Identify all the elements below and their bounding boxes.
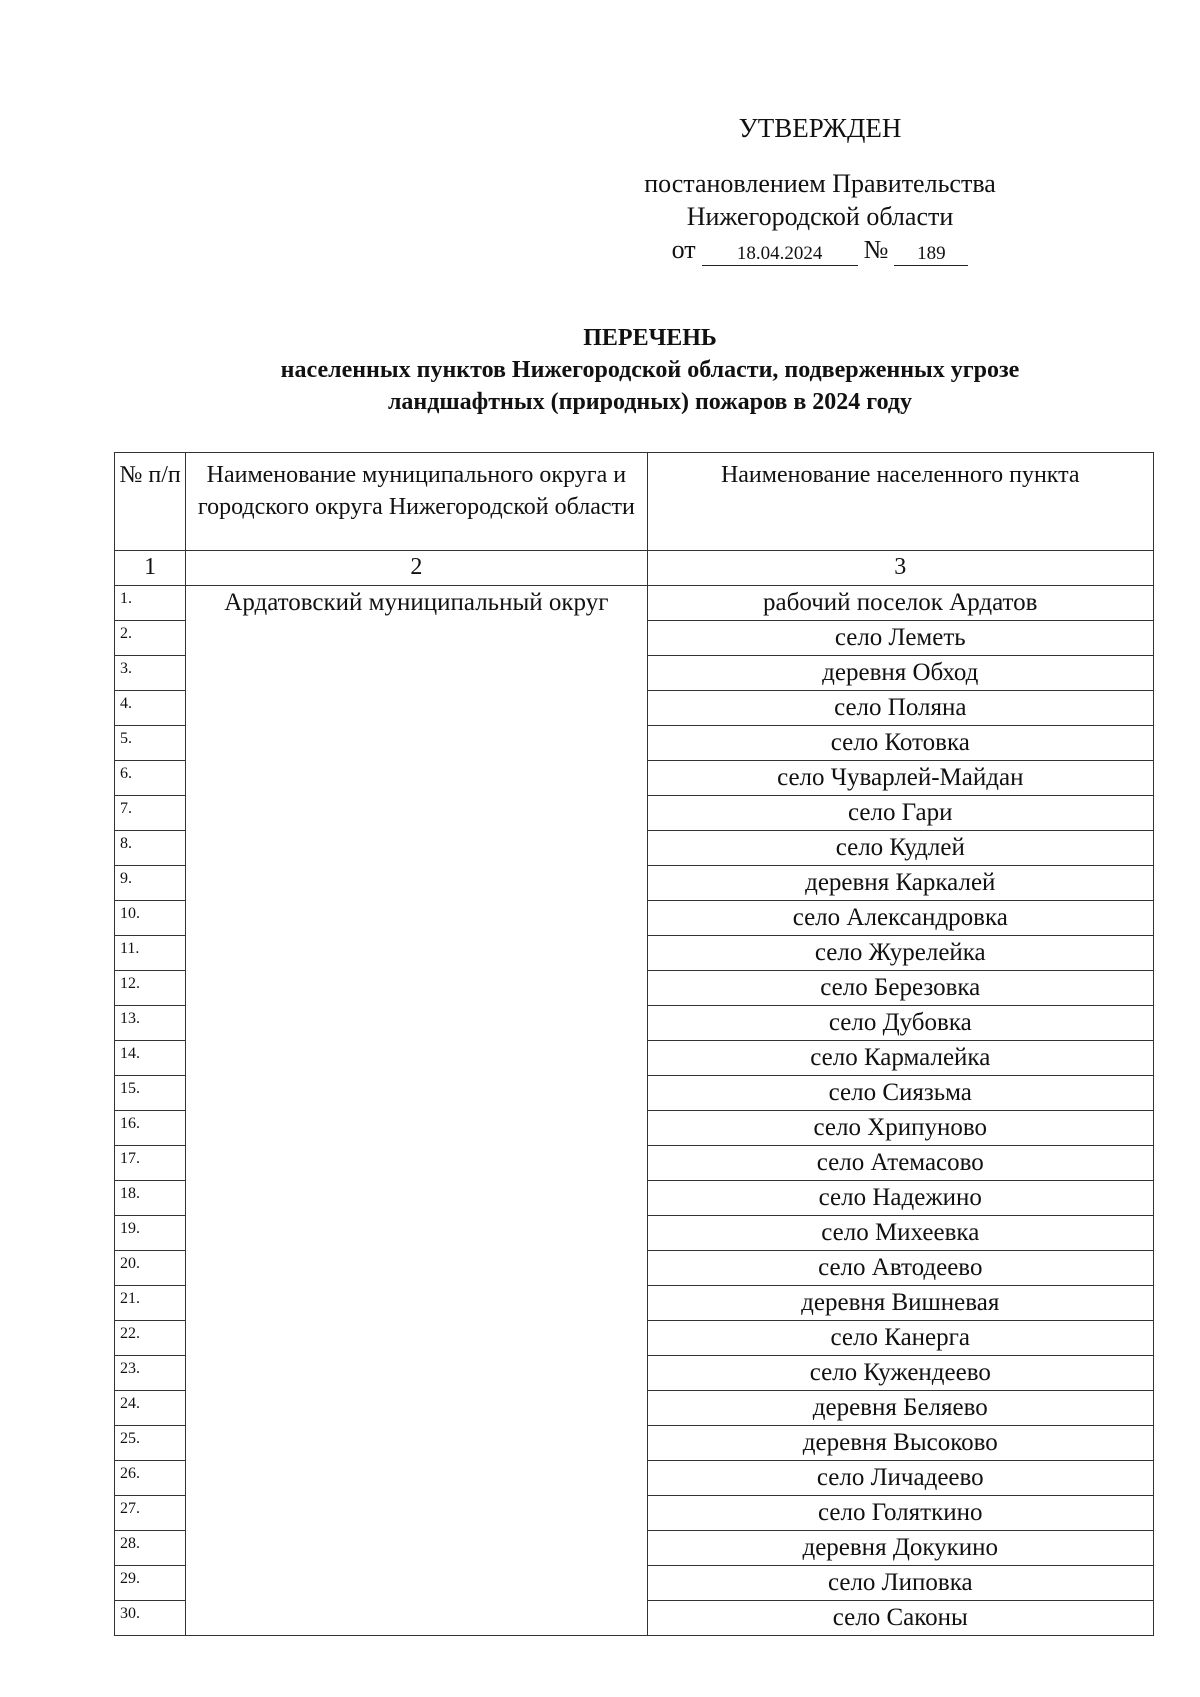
- row-number: 21.: [115, 1286, 186, 1321]
- row-number: 16.: [115, 1111, 186, 1146]
- row-number: 22.: [115, 1321, 186, 1356]
- header-district: Наименование муниципального округа и городского округа Нижегородской области: [186, 453, 647, 551]
- row-number: 7.: [115, 796, 186, 831]
- row-number: 18.: [115, 1181, 186, 1216]
- settlement-name: деревня Докукино: [647, 1531, 1153, 1566]
- column-index-2: 2: [186, 551, 647, 586]
- row-number: 10.: [115, 901, 186, 936]
- settlement-name: село Гари: [647, 796, 1153, 831]
- approval-signature-line: [600, 233, 1040, 266]
- settlement-name: деревня Высоково: [647, 1426, 1153, 1461]
- settlement-name: село Чуварлей-Майдан: [647, 761, 1153, 796]
- settlement-name: село Надежино: [647, 1181, 1153, 1216]
- number-label: №: [863, 235, 889, 264]
- row-number: 2.: [115, 621, 186, 656]
- row-number: 29.: [115, 1566, 186, 1601]
- settlement-name: деревня Каркалей: [647, 866, 1153, 901]
- row-number: 20.: [115, 1251, 186, 1286]
- settlement-name: село Канерга: [647, 1321, 1153, 1356]
- settlement-name: село Куженд​еево: [647, 1356, 1153, 1391]
- row-number: 19.: [115, 1216, 186, 1251]
- settlements-table: [114, 452, 1154, 1636]
- row-number: 26.: [115, 1461, 186, 1496]
- settlement-name: село Автодеево: [647, 1251, 1153, 1286]
- document-heading: [110, 322, 1190, 418]
- heading-title: ПЕРЕЧЕНЬ: [583, 325, 717, 351]
- row-number: 11.: [115, 936, 186, 971]
- settlement-name: деревня Беляево: [647, 1391, 1153, 1426]
- row-number: 12.: [115, 971, 186, 1006]
- settlement-name: село Саконы: [647, 1601, 1153, 1636]
- settlement-name: деревня Обход: [647, 656, 1153, 691]
- row-number: 13.: [115, 1006, 186, 1041]
- approval-block: [600, 112, 1040, 266]
- approval-date: 18.04.2024: [702, 243, 858, 266]
- district-name: Ардатовский муниципальный округ: [186, 586, 647, 1636]
- approval-line-1: постановлением Правительства: [644, 169, 996, 198]
- approval-line-2: Нижегородской области: [686, 202, 954, 231]
- row-number: 30.: [115, 1601, 186, 1636]
- settlement-name: село Атемасово: [647, 1146, 1153, 1181]
- approval-title: УТВЕРЖДЕН: [738, 113, 902, 143]
- settlement-name: село Журелейка: [647, 936, 1153, 971]
- row-number: 8.: [115, 831, 186, 866]
- settlement-name: село Котовка: [647, 726, 1153, 761]
- settlement-name: село Хрипуново: [647, 1111, 1153, 1146]
- row-number: 1.: [115, 586, 186, 621]
- table-row: [115, 586, 1154, 621]
- settlement-name: село Дубовка: [647, 1006, 1153, 1041]
- settlement-name: село Березовка: [647, 971, 1153, 1006]
- header-settlement: Наименование населенного пункта: [647, 453, 1153, 551]
- row-number: 15.: [115, 1076, 186, 1111]
- row-number: 5.: [115, 726, 186, 761]
- heading-line-2: ландшафтных (природных) пожаров в 2024 году: [387, 389, 913, 415]
- settlement-name: село Кудлей: [647, 831, 1153, 866]
- settlement-name: село Голяткино: [647, 1496, 1153, 1531]
- settlement-name: село Михеевка: [647, 1216, 1153, 1251]
- settlement-name: село Сиязьма: [647, 1076, 1153, 1111]
- settlement-name: село Липовка: [647, 1566, 1153, 1601]
- row-number: 14.: [115, 1041, 186, 1076]
- row-number: 27.: [115, 1496, 186, 1531]
- header-number: № п/п: [115, 453, 186, 551]
- row-number: 3.: [115, 656, 186, 691]
- settlement-name: село Александровка: [647, 901, 1153, 936]
- settlement-name: село Личадеево: [647, 1461, 1153, 1496]
- row-number: 24.: [115, 1391, 186, 1426]
- row-number: 28.: [115, 1531, 186, 1566]
- column-index-1: 1: [115, 551, 186, 586]
- row-number: 9.: [115, 866, 186, 901]
- from-label: от: [671, 235, 696, 264]
- approval-number: 189: [894, 243, 968, 266]
- column-index-row: [115, 551, 1154, 586]
- settlement-name: рабочий поселок Ардатов: [647, 586, 1153, 621]
- column-index-3: 3: [647, 551, 1153, 586]
- heading-line-1: населенных пунктов Нижегородской области, подверженных угрозе: [280, 357, 1020, 383]
- row-number: 6.: [115, 761, 186, 796]
- settlement-name: село Поляна: [647, 691, 1153, 726]
- row-number: 25.: [115, 1426, 186, 1461]
- settlement-name: деревня Вишневая: [647, 1286, 1153, 1321]
- settlement-name: село Кармалейка: [647, 1041, 1153, 1076]
- row-number: 4.: [115, 691, 186, 726]
- table-header-row: [115, 453, 1154, 551]
- settlement-name: село Леметь: [647, 621, 1153, 656]
- row-number: 23.: [115, 1356, 186, 1391]
- row-number: 17.: [115, 1146, 186, 1181]
